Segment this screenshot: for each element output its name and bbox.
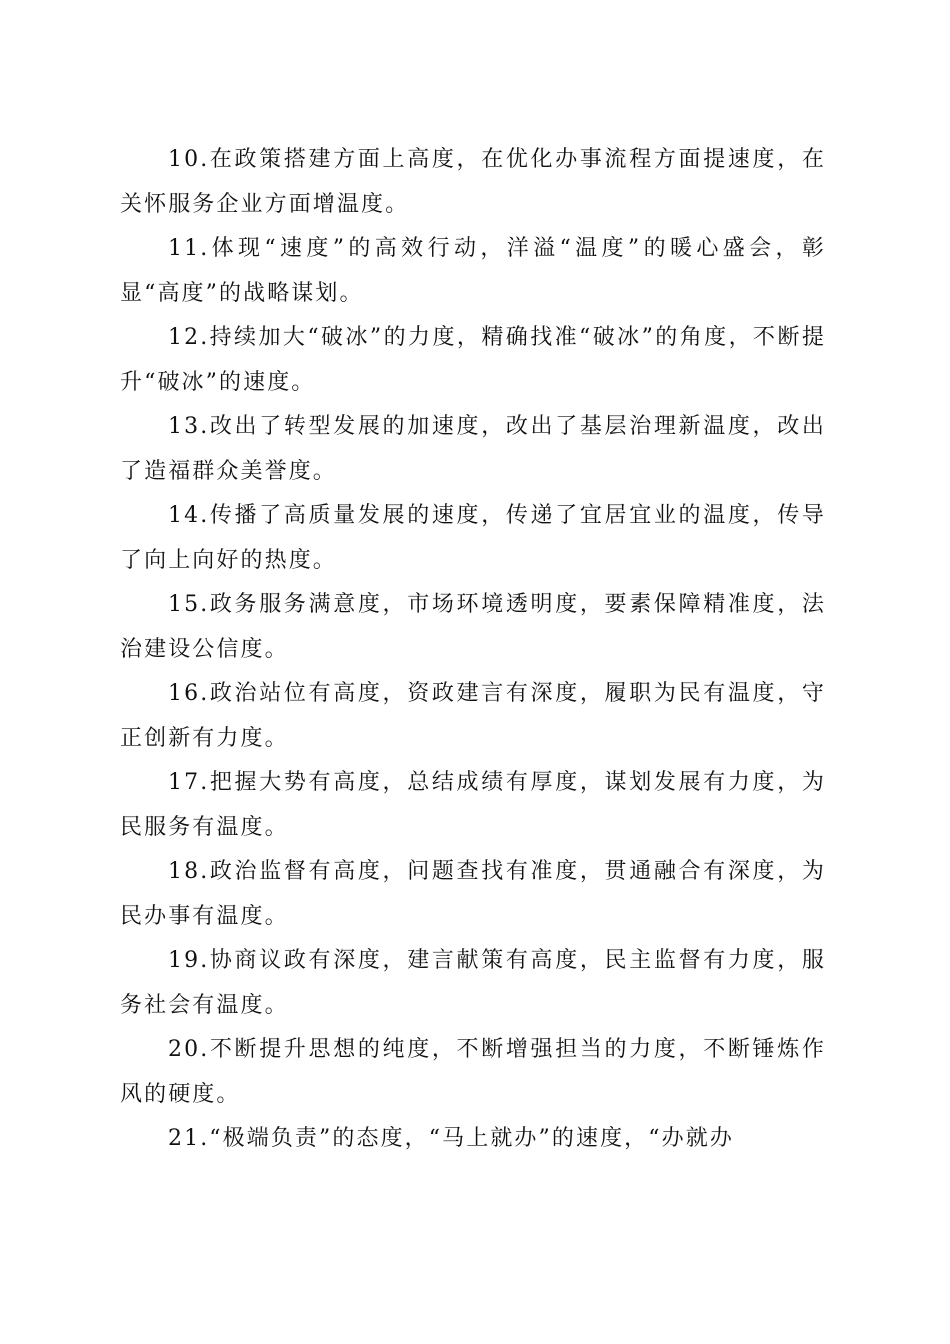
paragraph-15: 15.政务服务满意度，市场环境透明度，要素保障精准度，法治建设公信度。 <box>120 592 826 662</box>
paragraph-11: 11.体现“速度”的高效行动，洋溢“温度”的暖心盛会，彰显“高度”的战略谋划。 <box>120 236 826 306</box>
paragraph-14: 14.传播了高质量发展的速度，传递了宜居宜业的温度，传导了向上向好的热度。 <box>120 503 826 573</box>
paragraph-18: 18.政治监督有高度，问题查找有准度，贯通融合有深度，为民办事有温度。 <box>120 859 826 929</box>
paragraph-21: 21.“极端负责”的态度，“马上就办”的速度，“办就办 <box>168 1126 734 1151</box>
document-body <box>120 138 826 1162</box>
paragraph-12: 12.持续加大“破冰”的力度，精确找准“破冰”的角度，不断提升“破冰”的速度。 <box>120 325 826 395</box>
paragraph-13: 13.改出了转型发展的加速度，改出了基层治理新温度，改出了造福群众美誉度。 <box>120 414 826 484</box>
paragraph-19: 19.协商议政有深度，建言献策有高度，民主监督有力度，服务社会有温度。 <box>120 948 826 1018</box>
paragraph-20: 20.不断提升思想的纯度，不断增强担当的力度，不断锤炼作风的硬度。 <box>120 1037 826 1107</box>
paragraph-10: 10.在政策搭建方面上高度，在优化办事流程方面提速度，在关怀服务企业方面增温度。 <box>120 147 826 217</box>
paragraph-16: 16.政治站位有高度，资政建言有深度，履职为民有温度，守正创新有力度。 <box>120 681 826 751</box>
paragraph-17: 17.把握大势有高度，总结成绩有厚度，谋划发展有力度，为民服务有温度。 <box>120 770 826 840</box>
